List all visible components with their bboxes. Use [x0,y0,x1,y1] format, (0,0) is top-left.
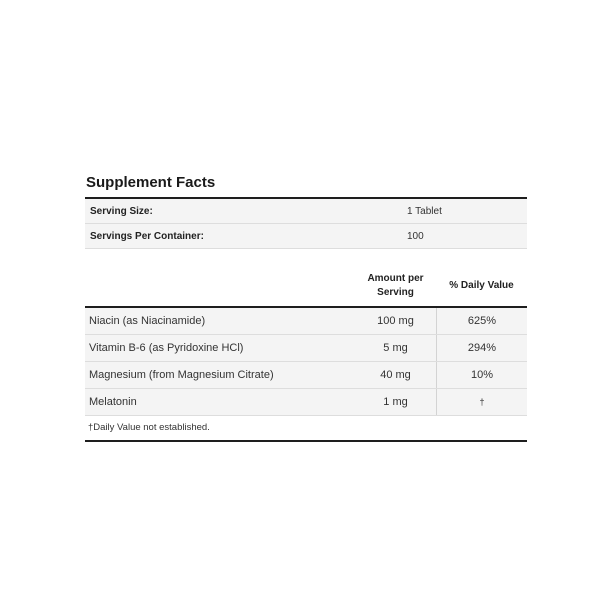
nutrient-name: Vitamin B-6 (as Pyridoxine HCl) [89,342,244,354]
nutrient-amount: 1 mg [383,396,408,408]
nutrient-amount: 5 mg [383,342,408,354]
amount-per-serving-header: Amount per Serving [367,273,424,298]
nutrient-name: Melatonin [89,396,137,408]
nutrient-amount: 40 mg [380,369,411,381]
table-header [85,268,527,306]
serving-size-label: Serving Size: [90,205,153,217]
daily-value-header: % Daily Value [449,280,514,291]
supplement-facts-panel [85,173,527,442]
nutrient-amount: 100 mg [377,315,414,327]
servings-per-container-value: 100 [407,230,424,242]
nutrient-daily-value: † [436,389,527,415]
serving-size-value: 1 Tablet [407,205,442,217]
nutrient-daily-value: 294% [436,335,527,361]
nutrient-daily-value: 625% [436,308,527,334]
servings-per-container-row [85,224,527,249]
footnote: †Daily Value not established. [85,416,527,442]
nutrient-name: Magnesium (from Magnesium Citrate) [89,369,274,381]
nutrient-name: Niacin (as Niacinamide) [89,315,206,327]
table-row [85,308,527,335]
table-row [85,362,527,389]
table-row [85,389,527,416]
table-row [85,335,527,362]
panel-title: Supplement Facts [86,174,216,191]
nutrient-daily-value: 10% [436,362,527,388]
servings-per-container-label: Servings Per Container: [90,230,204,242]
serving-size-row [85,199,527,224]
